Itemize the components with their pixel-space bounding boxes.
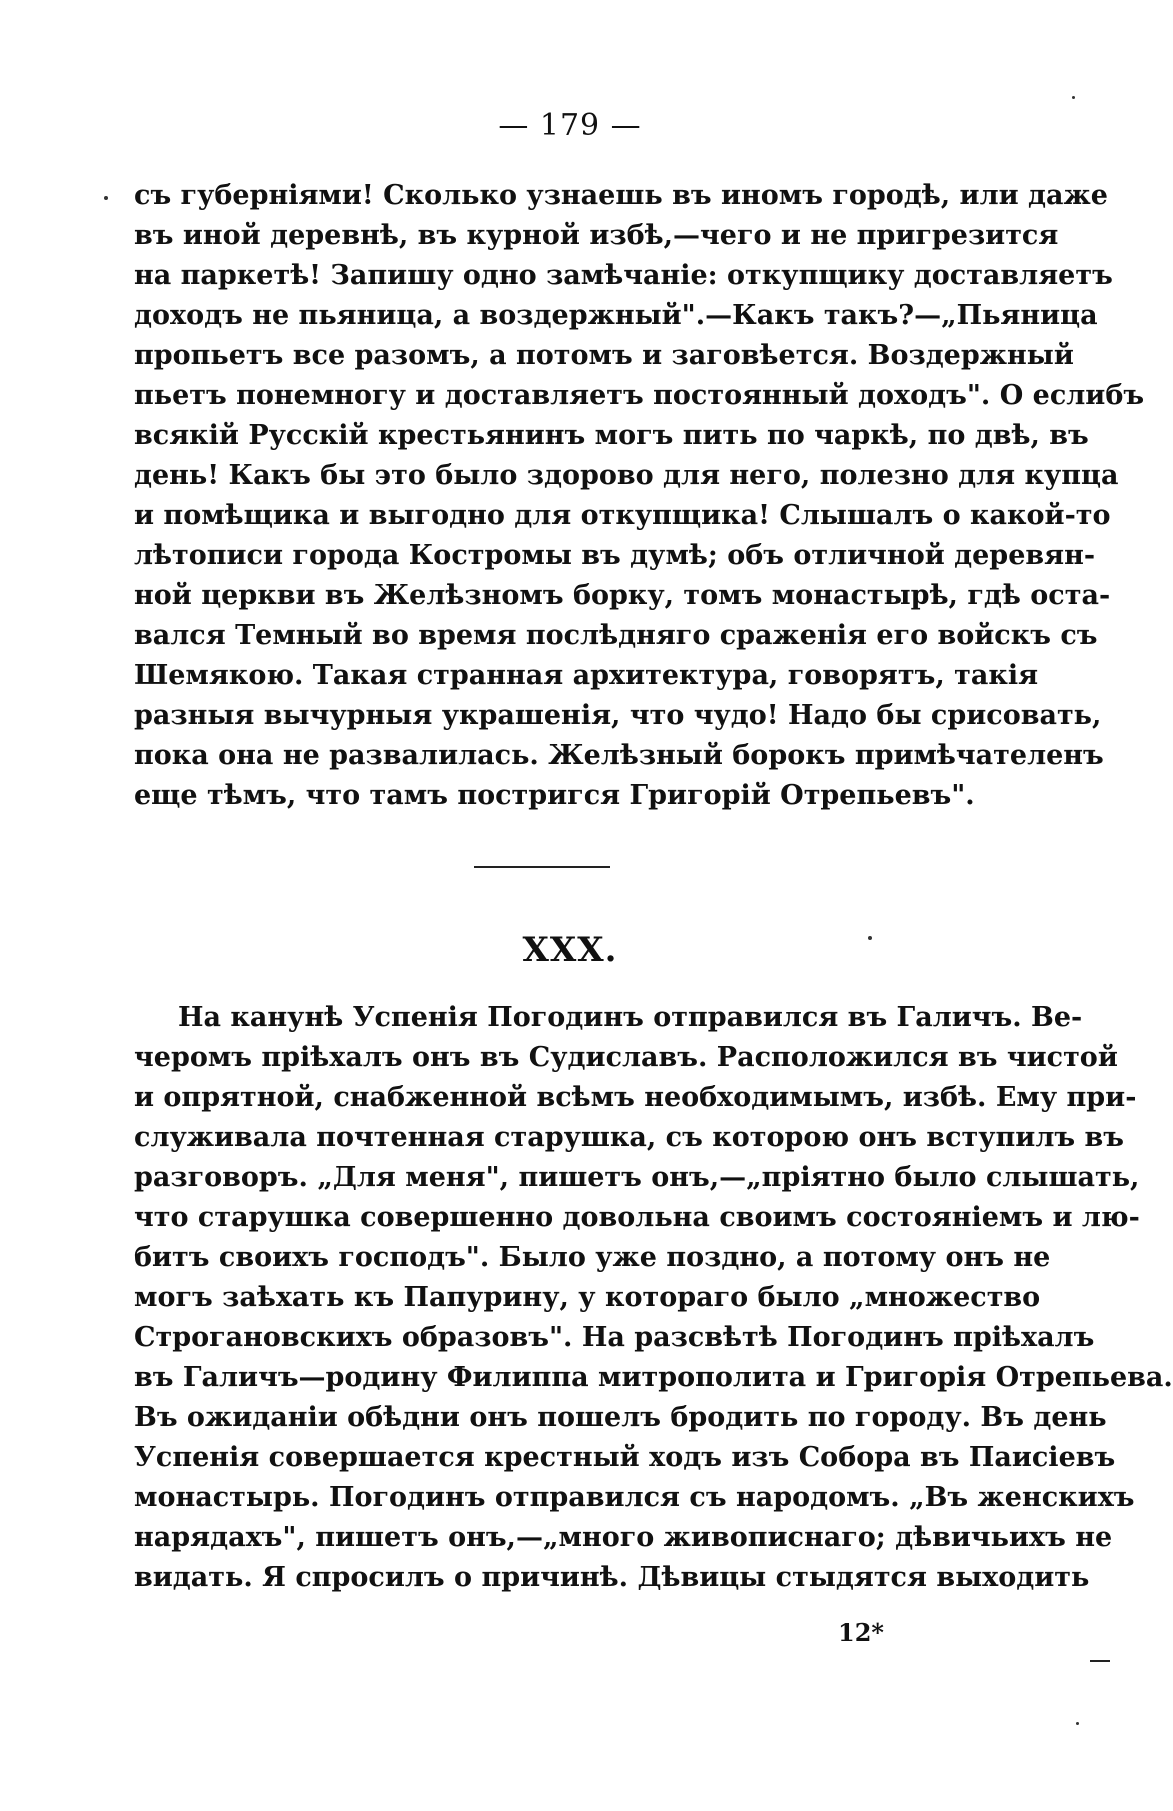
text-line: черомъ пріѣхалъ онъ въ Судиславъ. Расположился въ чистой — [134, 1042, 1118, 1073]
text-line: всякій Русскій крестьянинъ могъ пить по чаркѣ, по двѣ, въ — [134, 420, 1089, 451]
text-line: еще тѣмъ, что тамъ постригся Григорій Отрепьевъ". — [134, 780, 975, 811]
text-line: пропьетъ все разомъ, а потомъ и заговѣется. Воздержный — [134, 340, 1074, 371]
text-line: разныя вычурныя украшенія, что чудо! Надо бы срисовать, — [134, 700, 1102, 731]
text-line: Шемякою. Такая странная архитектура, говорятъ, такія — [134, 660, 1039, 691]
scan-speck — [1072, 96, 1075, 99]
scan-speck — [104, 196, 108, 200]
paragraph-continued — [134, 176, 1145, 816]
scan-speck — [868, 936, 872, 940]
text-line: монастырь. Погодинъ отправился съ народомъ. „Въ женскихъ — [134, 1482, 1135, 1513]
scan-speck — [1076, 1722, 1079, 1725]
signature-mark: 12* — [838, 1618, 884, 1647]
text-line: вался Темный во время послѣдняго сраженія его войскъ съ — [134, 620, 1098, 651]
text-line: разговоръ. „Для меня", пишетъ онъ,—„пріятно было слышать, — [134, 1162, 1140, 1193]
text-line: и помѣщика и выгодно для откупщика! Слышалъ о какой-то — [134, 500, 1111, 531]
text-line: видать. Я спросилъ о причинѣ. Дѣвицы стыдятся выходить — [134, 1562, 1090, 1593]
text-line: ной церкви въ Желѣзномъ борку, томъ монастырѣ, гдѣ оста- — [134, 580, 1111, 611]
text-line: что старушка совершенно довольна своимъ состояніемъ и лю- — [134, 1202, 1140, 1233]
text-line: въ иной деревнѣ, въ курной избѣ,—чего и не пригрезится — [134, 220, 1059, 251]
page-number: — 179 — — [498, 108, 642, 143]
text-line: битъ своихъ господъ". Было уже поздно, а потому онъ не — [134, 1242, 1051, 1273]
text-line: день! Какъ бы это было здорово для него, полезно для купца — [134, 460, 1119, 491]
text-line: служивала почтенная старушка, съ которою онъ вступилъ въ — [134, 1122, 1124, 1153]
text-line: пока она не развалилась. Желѣзный борокъ примѣчателенъ — [134, 740, 1104, 771]
text-line: на паркетѣ! Запишу одно замѣчаніе: откупщику доставляетъ — [134, 260, 1113, 291]
scan-edge-mark — [1090, 1660, 1110, 1662]
text-line: и опрятной, снабженной всѣмъ необходимымъ, избѣ. Ему при- — [134, 1082, 1137, 1113]
text-line: Строгановскихъ образовъ". На разсвѣтѣ Погодинъ пріѣхалъ — [134, 1322, 1095, 1353]
text-line: въ Галичъ—родину Филиппа митрополита и Григорія Отрепьева. — [134, 1362, 1173, 1393]
text-line: съ губерніями! Сколько узнаешь въ иномъ городѣ, или даже — [134, 180, 1108, 211]
text-line: Въ ожиданіи обѣдни онъ пошелъ бродить по городу. Въ день — [134, 1402, 1107, 1433]
text-line: могъ заѣхать къ Папурину, у котораго было „множество — [134, 1282, 1041, 1313]
text-line: На канунѣ Успенія Погодинъ отправился въ Галичъ. Ве- — [178, 1002, 1083, 1033]
paragraph-chapter-30 — [134, 998, 1173, 1598]
section-divider — [474, 866, 610, 868]
text-line: пьетъ понемногу и доставляетъ постоянный доходъ". О еслибъ — [134, 380, 1145, 411]
chapter-heading: XXX. — [522, 930, 618, 970]
text-line: доходъ не пьяница, а воздержный".—Какъ такъ?—„Пьяница — [134, 300, 1098, 331]
text-line: лѣтописи города Костромы въ думѣ; объ отличной деревян- — [134, 540, 1096, 571]
text-line: Успенія совершается крестный ходъ изъ Собора въ Паисіевъ — [134, 1442, 1116, 1473]
text-line: нарядахъ", пишетъ онъ,—„много живописнаго; дѣвичьихъ не — [134, 1522, 1113, 1553]
